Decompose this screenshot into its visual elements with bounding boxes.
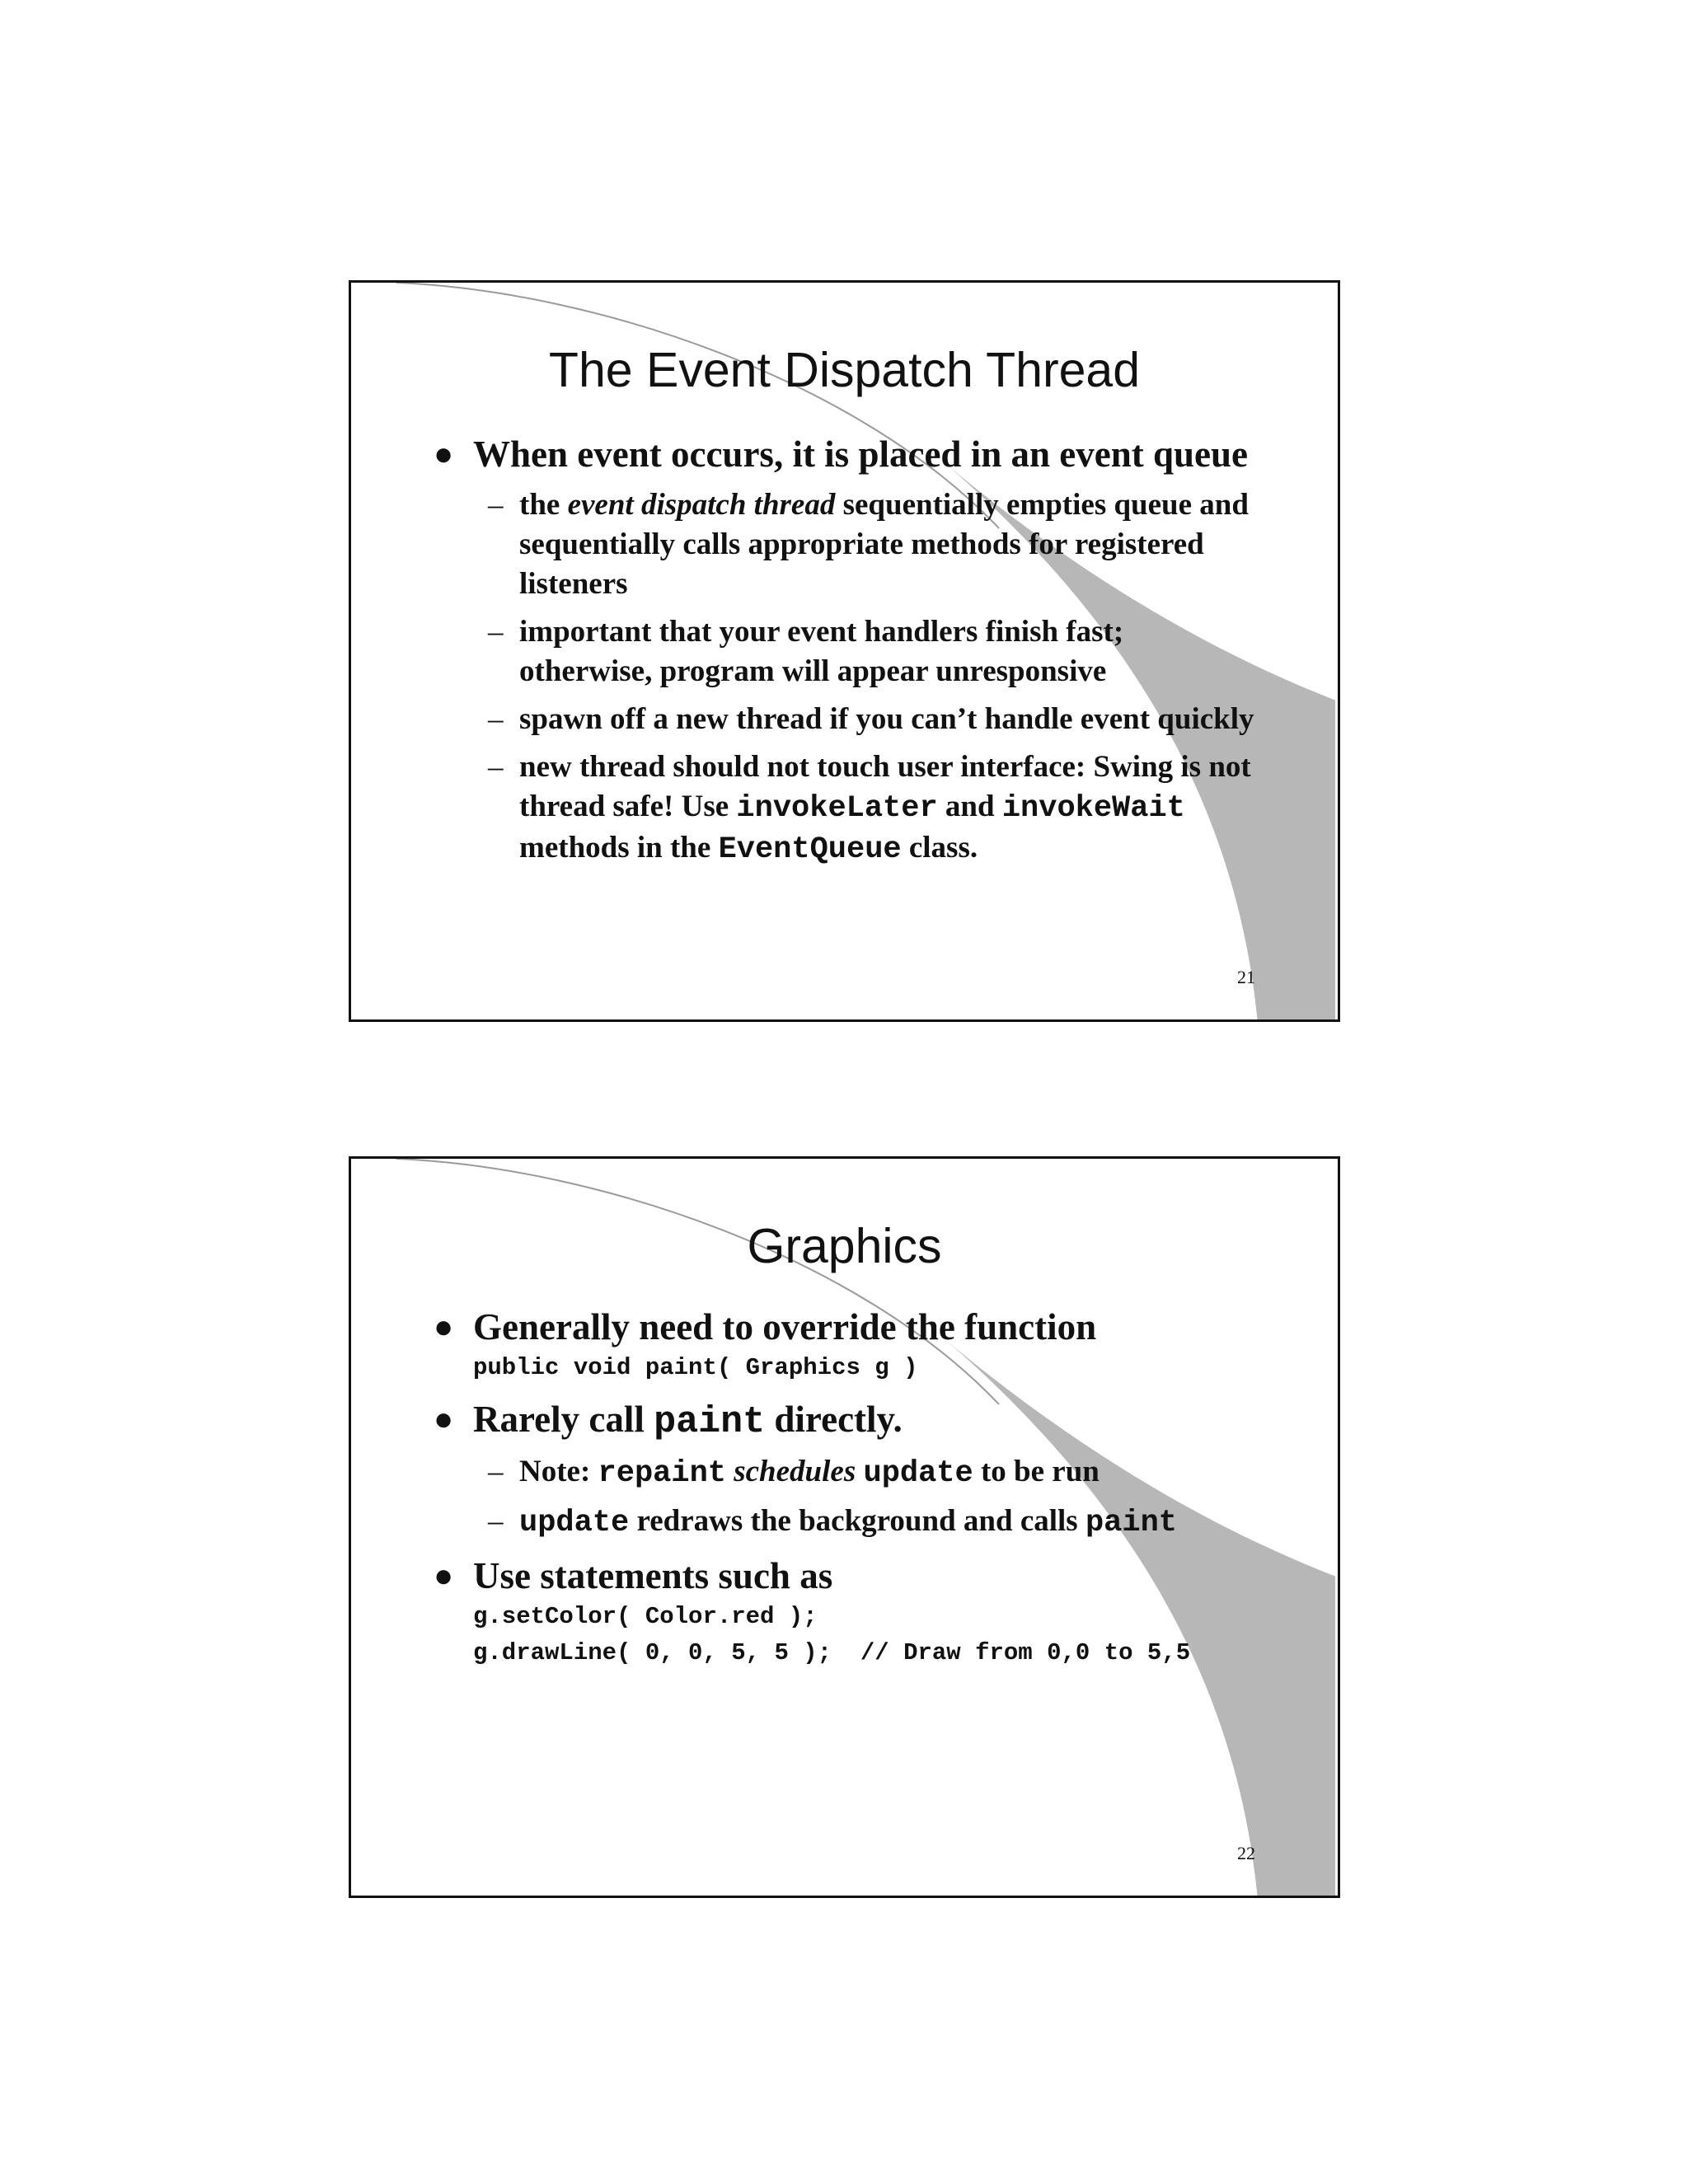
bullet-dot-icon: ●: [434, 1400, 454, 1437]
bullet-text: Use statements such as: [473, 1555, 833, 1596]
sub-item: – spawn off a new thread if you can’t handle event quickly: [434, 700, 1264, 739]
sub-item: – important that your event handlers finish fast; otherwise, program will appear unresponsive: [434, 612, 1264, 691]
code-line: public void paint( Graphics g ): [473, 1354, 918, 1381]
dash-icon: –: [488, 1455, 504, 1488]
dash-icon: –: [488, 615, 504, 649]
bullet-text: Generally need to override the function: [473, 1306, 1097, 1347]
bullet-dot-icon: ●: [434, 1557, 454, 1594]
slide-body: [434, 431, 1264, 869]
dash-icon: –: [488, 750, 504, 784]
sub-item: – the event dispatch thread sequentially empties queue and sequentially calls appropriate methods for registered listeners: [434, 485, 1264, 604]
page-number: 22: [1237, 1843, 1255, 1863]
bullet-dot-icon: ●: [434, 435, 454, 472]
bullet-item: [434, 1304, 1264, 1350]
bullet-dot-icon: ●: [434, 1308, 454, 1345]
slide-body: [434, 1304, 1264, 1671]
sub-item: – new thread should not touch user interface: Swing is not thread safe! Use invokeLater and invokeWait methods in the EventQueue class.: [434, 748, 1264, 869]
code-line: g.setColor( Color.red );: [473, 1603, 818, 1630]
slide-title: Graphics: [747, 1219, 942, 1273]
dash-icon: –: [488, 702, 504, 736]
sub-item: – Note: repaint schedules update to be run: [434, 1452, 1264, 1493]
slide-22: [349, 1156, 1340, 1898]
slide-title: The Event Dispatch Thread: [548, 343, 1141, 397]
dash-icon: –: [488, 1504, 504, 1538]
bullet-item: [434, 1553, 1264, 1599]
sub-item: – update redraws the background and calls paint: [434, 1502, 1264, 1543]
bullet-item: ● Rarely call paint directly.: [434, 1396, 1264, 1446]
bullet-text: When event occurs, it is placed in an event queue: [473, 434, 1248, 475]
bullet-item: [434, 431, 1264, 477]
slide-21: [349, 280, 1340, 1022]
page-number: 21: [1237, 967, 1255, 987]
dash-icon: –: [488, 488, 504, 522]
code-line: g.drawLine( 0, 0, 5, 5 ); // Draw from 0,0 to 5,5: [473, 1639, 1191, 1666]
